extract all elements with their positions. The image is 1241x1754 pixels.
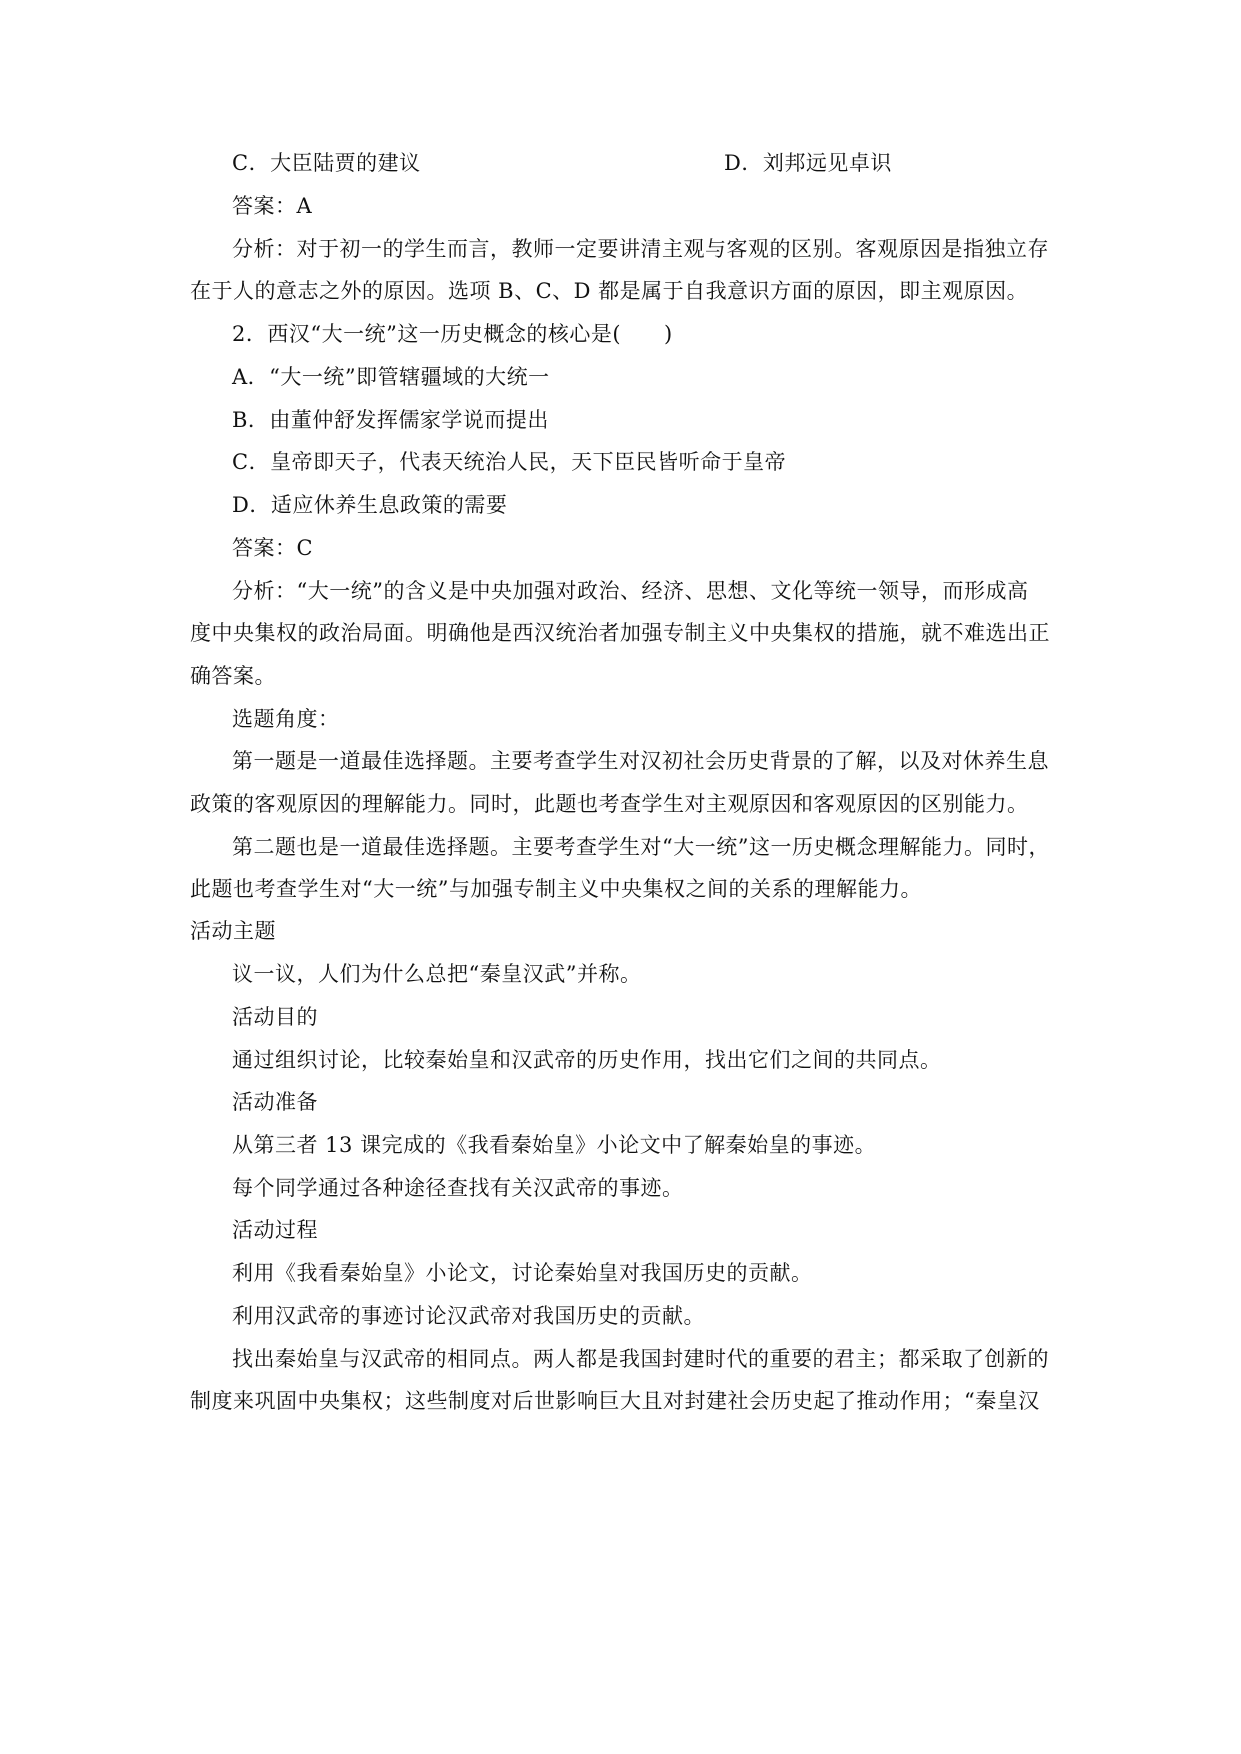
- q2-analysis-line-1: 分析：“大一统”的含义是中央加强对政治、经济、思想、文化等统一领导，而形成高: [232, 579, 1029, 603]
- activity-prep-1: 从第三者 13 课完成的《我看秦始皇》小论文中了解秦始皇的事迹。: [232, 1133, 877, 1157]
- activity-prep-2: 每个同学通过各种途径查找有关汉武帝的事迹。: [232, 1176, 684, 1200]
- q1-analysis-line-1: 分析：对于初一的学生而言，教师一定要讲清主观与客观的区别。客观原因是指独立存: [232, 237, 1049, 261]
- angle-q1-line-1: 第一题是一道最佳选择题。主要考查学生对汉初社会历史背景的了解，以及对休养生息: [232, 749, 1049, 773]
- activity-process-3-line-2: 制度来巩固中央集权；这些制度对后世影响巨大且对封建社会历史起了推动作用；“秦皇汉: [190, 1389, 1040, 1413]
- angle-title: 选题角度：: [232, 707, 340, 731]
- activity-process-2: 利用汉武帝的事迹讨论汉武帝对我国历史的贡献。: [232, 1304, 705, 1328]
- activity-process-1: 利用《我看秦始皇》小论文，讨论秦始皇对我国历史的贡献。: [232, 1261, 813, 1285]
- activity-process-title: 活动过程: [232, 1218, 318, 1242]
- angle-q2-line-1: 第二题也是一道最佳选择题。主要考查学生对“大一统”这一历史概念理解能力。同时，: [232, 835, 1050, 859]
- q1-analysis-line-2: 在于人的意志之外的原因。选项 B、C、D 都是属于自我意识方面的原因，即主观原因。: [190, 279, 1029, 303]
- activity-goal-title: 活动目的: [232, 1005, 318, 1029]
- activity-prep-title: 活动准备: [232, 1090, 318, 1114]
- q1-answer: 答案：A: [232, 194, 313, 218]
- activity-process-3-line-1: 找出秦始皇与汉武帝的相同点。两人都是我国封建时代的重要的君主；都采取了创新的: [232, 1347, 1049, 1371]
- q2-option-b: B．由董仲舒发挥儒家学说而提出: [232, 408, 549, 432]
- activity-goal: 通过组织讨论，比较秦始皇和汉武帝的历史作用，找出它们之间的共同点。: [232, 1048, 942, 1072]
- angle-q1-line-2: 政策的客观原因的理解能力。同时，此题也考查学生对主观原因和客观原因的区别能力。: [190, 792, 1029, 816]
- q2-option-a: A．“大一统”即管辖疆域的大统一: [232, 365, 550, 389]
- q2-option-d: D．适应休养生息政策的需要: [232, 493, 508, 517]
- q1-option-c: C．大臣陆贾的建议: [232, 151, 421, 175]
- activity-theme: 议一议，人们为什么总把“秦皇汉武”并称。: [232, 962, 642, 986]
- angle-q2-line-2: 此题也考查学生对“大一统”与加强专制主义中央集权之间的关系的理解能力。: [190, 877, 922, 901]
- q1-options-row: [232, 148, 892, 178]
- q1-option-d: D．刘邦远见卓识: [724, 151, 892, 175]
- q2-option-c: C．皇帝即天子，代表天统治人民，天下臣民皆听命于皇帝: [232, 450, 787, 474]
- q2-analysis-line-3: 确答案。: [190, 664, 276, 688]
- activity-theme-title: 活动主题: [190, 919, 276, 943]
- q2-stem: 2．西汉“大一统”这一历史概念的核心是( ): [232, 322, 673, 346]
- q2-answer: 答案：C: [232, 536, 314, 560]
- q2-analysis-line-2: 度中央集权的政治局面。明确他是西汉统治者加强专制主义中央集权的措施，就不难选出正: [190, 621, 1050, 645]
